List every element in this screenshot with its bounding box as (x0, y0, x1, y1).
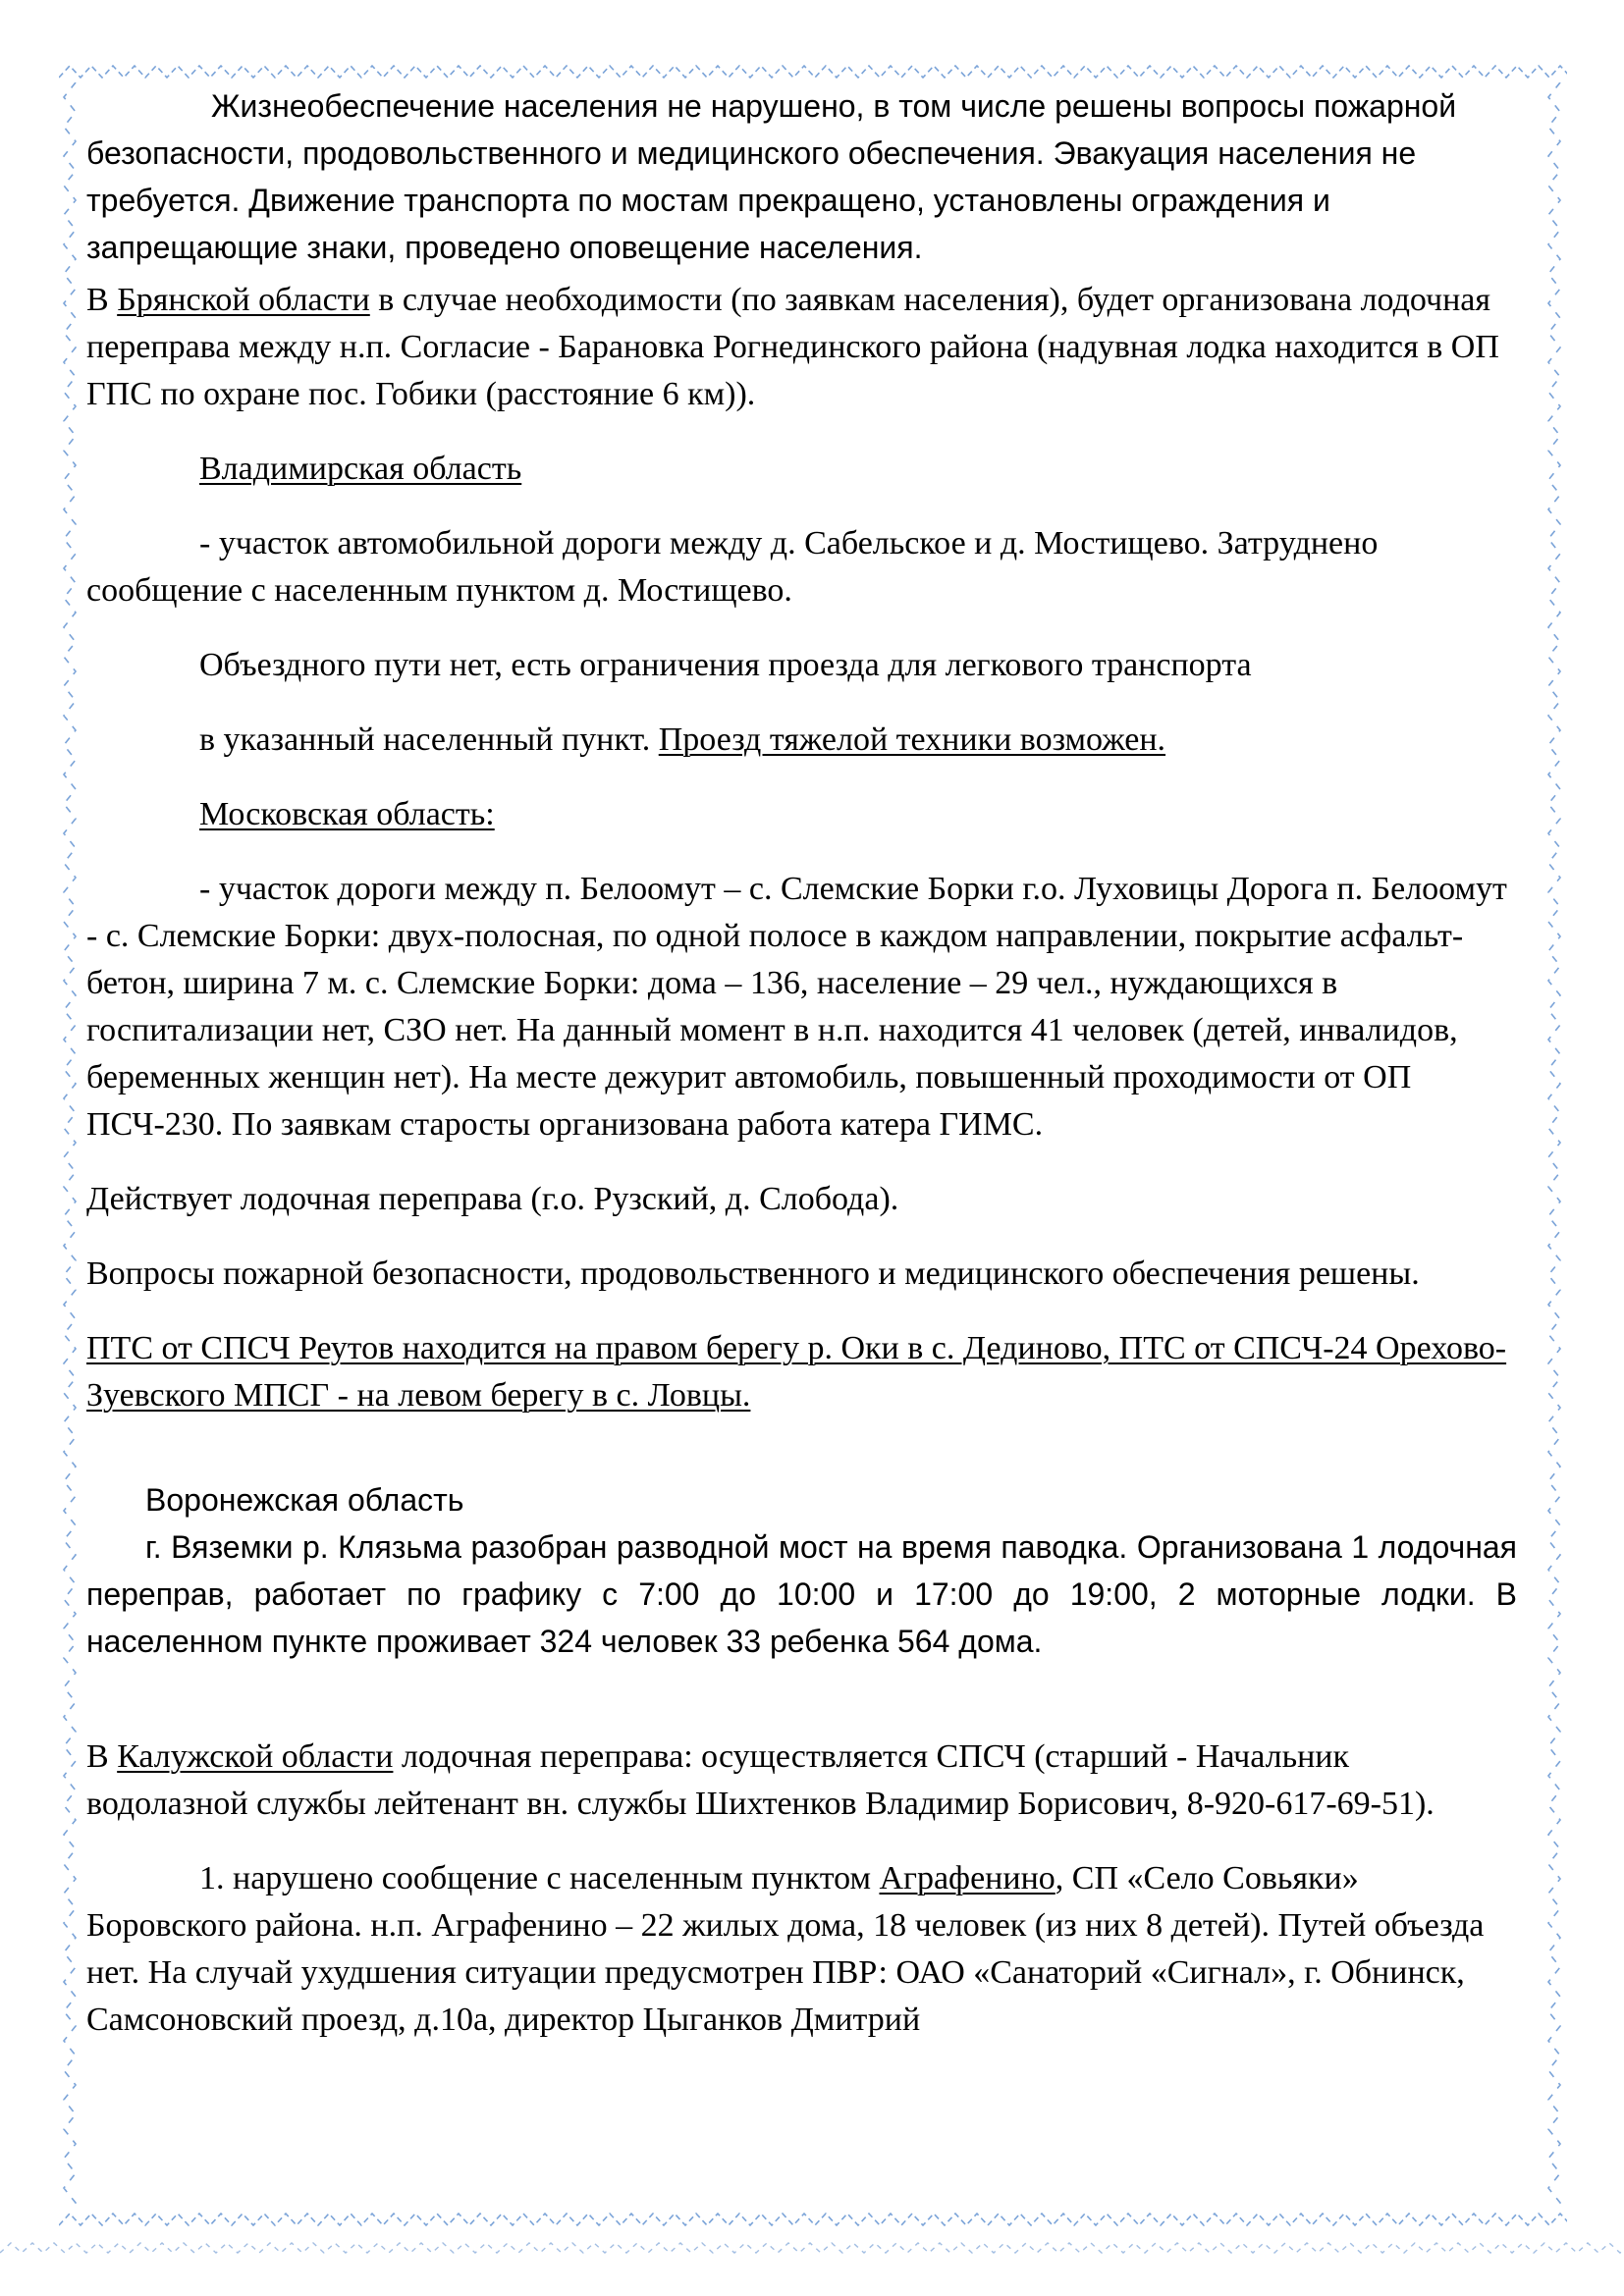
para-boat-crossing-ruza (86, 1176, 1517, 1223)
text-run: 1. нарушено сообщение с населенным пунктом (199, 1860, 880, 1896)
para-kaluga-region (86, 1734, 1517, 1828)
text-run: в случае необходимости (по заявкам населения), будет организована лодочная переправа между н.п. Согласие - Барановка Рогнединского района (надувная лодка находится в ОП ГПС по охране пос. Гобики (расстояние 6 км)). (86, 282, 1499, 412)
para-vyazemki (86, 1523, 1517, 1665)
text-run: , СП «Село Совьяки» Боровского района. н.п. Аграфенино – 22 жилых дома, 18 человек (из них 8 детей). Путей объезда нет. На случай ухудшения ситуации предусмотрен ПВР: ОАО «Санаторий «Сигнал», г. Обнинск, Самсоновский проезд, д.10а, директор Цыганков Дмитрий (86, 1860, 1485, 2038)
document-body (86, 82, 1517, 2044)
text-run: В (86, 282, 118, 318)
para-heavy-vehicles (86, 717, 1517, 764)
heading-voronezh-region (86, 1476, 1517, 1523)
text-run: - участок автомобильной дороги между д. Сабельское и д. Мостищево. Затруднено сообщение с населенным пунктом д. Мостищево. (86, 525, 1379, 609)
text-run: г. Вяземки р. Клязьма разобран разводной мост на время паводка. Организована 1 лодочная переправ, работает по графику с 7:00 до 10:00 и 17:00 до 19:00, 2 моторные лодки. В населенном пункте проживает 324 человек 33 ребенка 564 дома. (86, 1529, 1517, 1659)
zigzag-pattern (0, 2238, 1624, 2258)
para-beloomut (86, 866, 1517, 1148)
para-fire-safety-resolved (86, 1251, 1517, 1298)
underlined-text-run: Московская область: (199, 796, 495, 832)
para-no-detour (86, 642, 1517, 689)
zigzag-pattern (59, 2209, 1567, 2230)
underlined-text-run: Брянской области (117, 282, 370, 318)
text-run: Вопросы пожарной безопасности, продовольственного и медицинского обеспечения решены. (86, 1255, 1420, 1292)
text-run: Жизнеобеспечение населения не нарушено, в том числе решены вопросы пожарной безопасности, продовольственного и медицинского обеспечения. Эвакуация населения не требуется. Движение транспорта по мостам прекращено, установлены ограждения и запрещающие знаки, проведено оповещение населения. (86, 88, 1457, 265)
underlined-text-run: ПТС от СПСЧ Реутов находится на правом берегу р. Оки в с. Дединово, ПТС от СПСЧ-24 Орехово-Зуевского МПСГ - на левом берегу в с. Ловцы. (86, 1330, 1507, 1414)
zigzag-pattern (1543, 82, 1565, 2209)
para-road-sabelskoe (86, 520, 1517, 614)
zigzag-pattern (59, 61, 1567, 82)
para-pts-reutov (86, 1325, 1517, 1419)
text-run: лодочная переправа: осуществляется СПСЧ (старший - Начальник водолазной службы лейтенант вн. службы Шихтенков Владимир Борисович, 8-920-617-69-51). (86, 1738, 1435, 1822)
border-top-zigzag-decoration (59, 61, 1567, 82)
border-left-zigzag-decoration (59, 82, 81, 2209)
para-bryansk-region (86, 277, 1517, 418)
heading-vladimir-region (86, 446, 1517, 493)
zigzag-pattern (59, 82, 81, 2209)
text-run: в указанный населенный пункт. (199, 721, 659, 758)
text-run: Воронежская область (145, 1482, 464, 1518)
heading-moscow-region (86, 791, 1517, 838)
text-run: В (86, 1738, 118, 1775)
border-bottom-zigzag-decoration (59, 2209, 1567, 2230)
para-agrafenino (86, 1855, 1517, 2044)
underlined-text-run: Владимирская область (199, 451, 522, 487)
border-bottom-echo-decoration (0, 2238, 1624, 2258)
text-run: - участок дороги между п. Белоомут – с. Слемские Борки г.о. Луховицы Дорога п. Белоомут - с. Слемские Борки: двух-полосная, по одной полосе в каждом направлении, покрытие асфальт-бетон, ширина 7 м. с. Слемские Борки: дома – 136, население – 29 чел., нуждающихся в госпитализации нет, СЗО нет. На данный момент в н.п. находится 41 человек (детей, инвалидов, беременных женщин нет). На месте дежурит автомобиль, повышенный проходимости от ОП ПСЧ-230. По заявкам старосты организована работа катера ГИМС. (86, 871, 1507, 1143)
underlined-text-run: Калужской области (117, 1738, 394, 1775)
text-run: Объездного пути нет, есть ограничения проезда для легкового транспорта (199, 647, 1252, 683)
text-run: Действует лодочная переправа (г.о. Рузский, д. Слобода). (86, 1181, 899, 1217)
underlined-text-run: Аграфенино (879, 1860, 1056, 1896)
border-right-zigzag-decoration (1543, 82, 1565, 2209)
underlined-text-run: Проезд тяжелой техники возможен. (658, 721, 1166, 758)
para-lifesupport (86, 82, 1517, 271)
